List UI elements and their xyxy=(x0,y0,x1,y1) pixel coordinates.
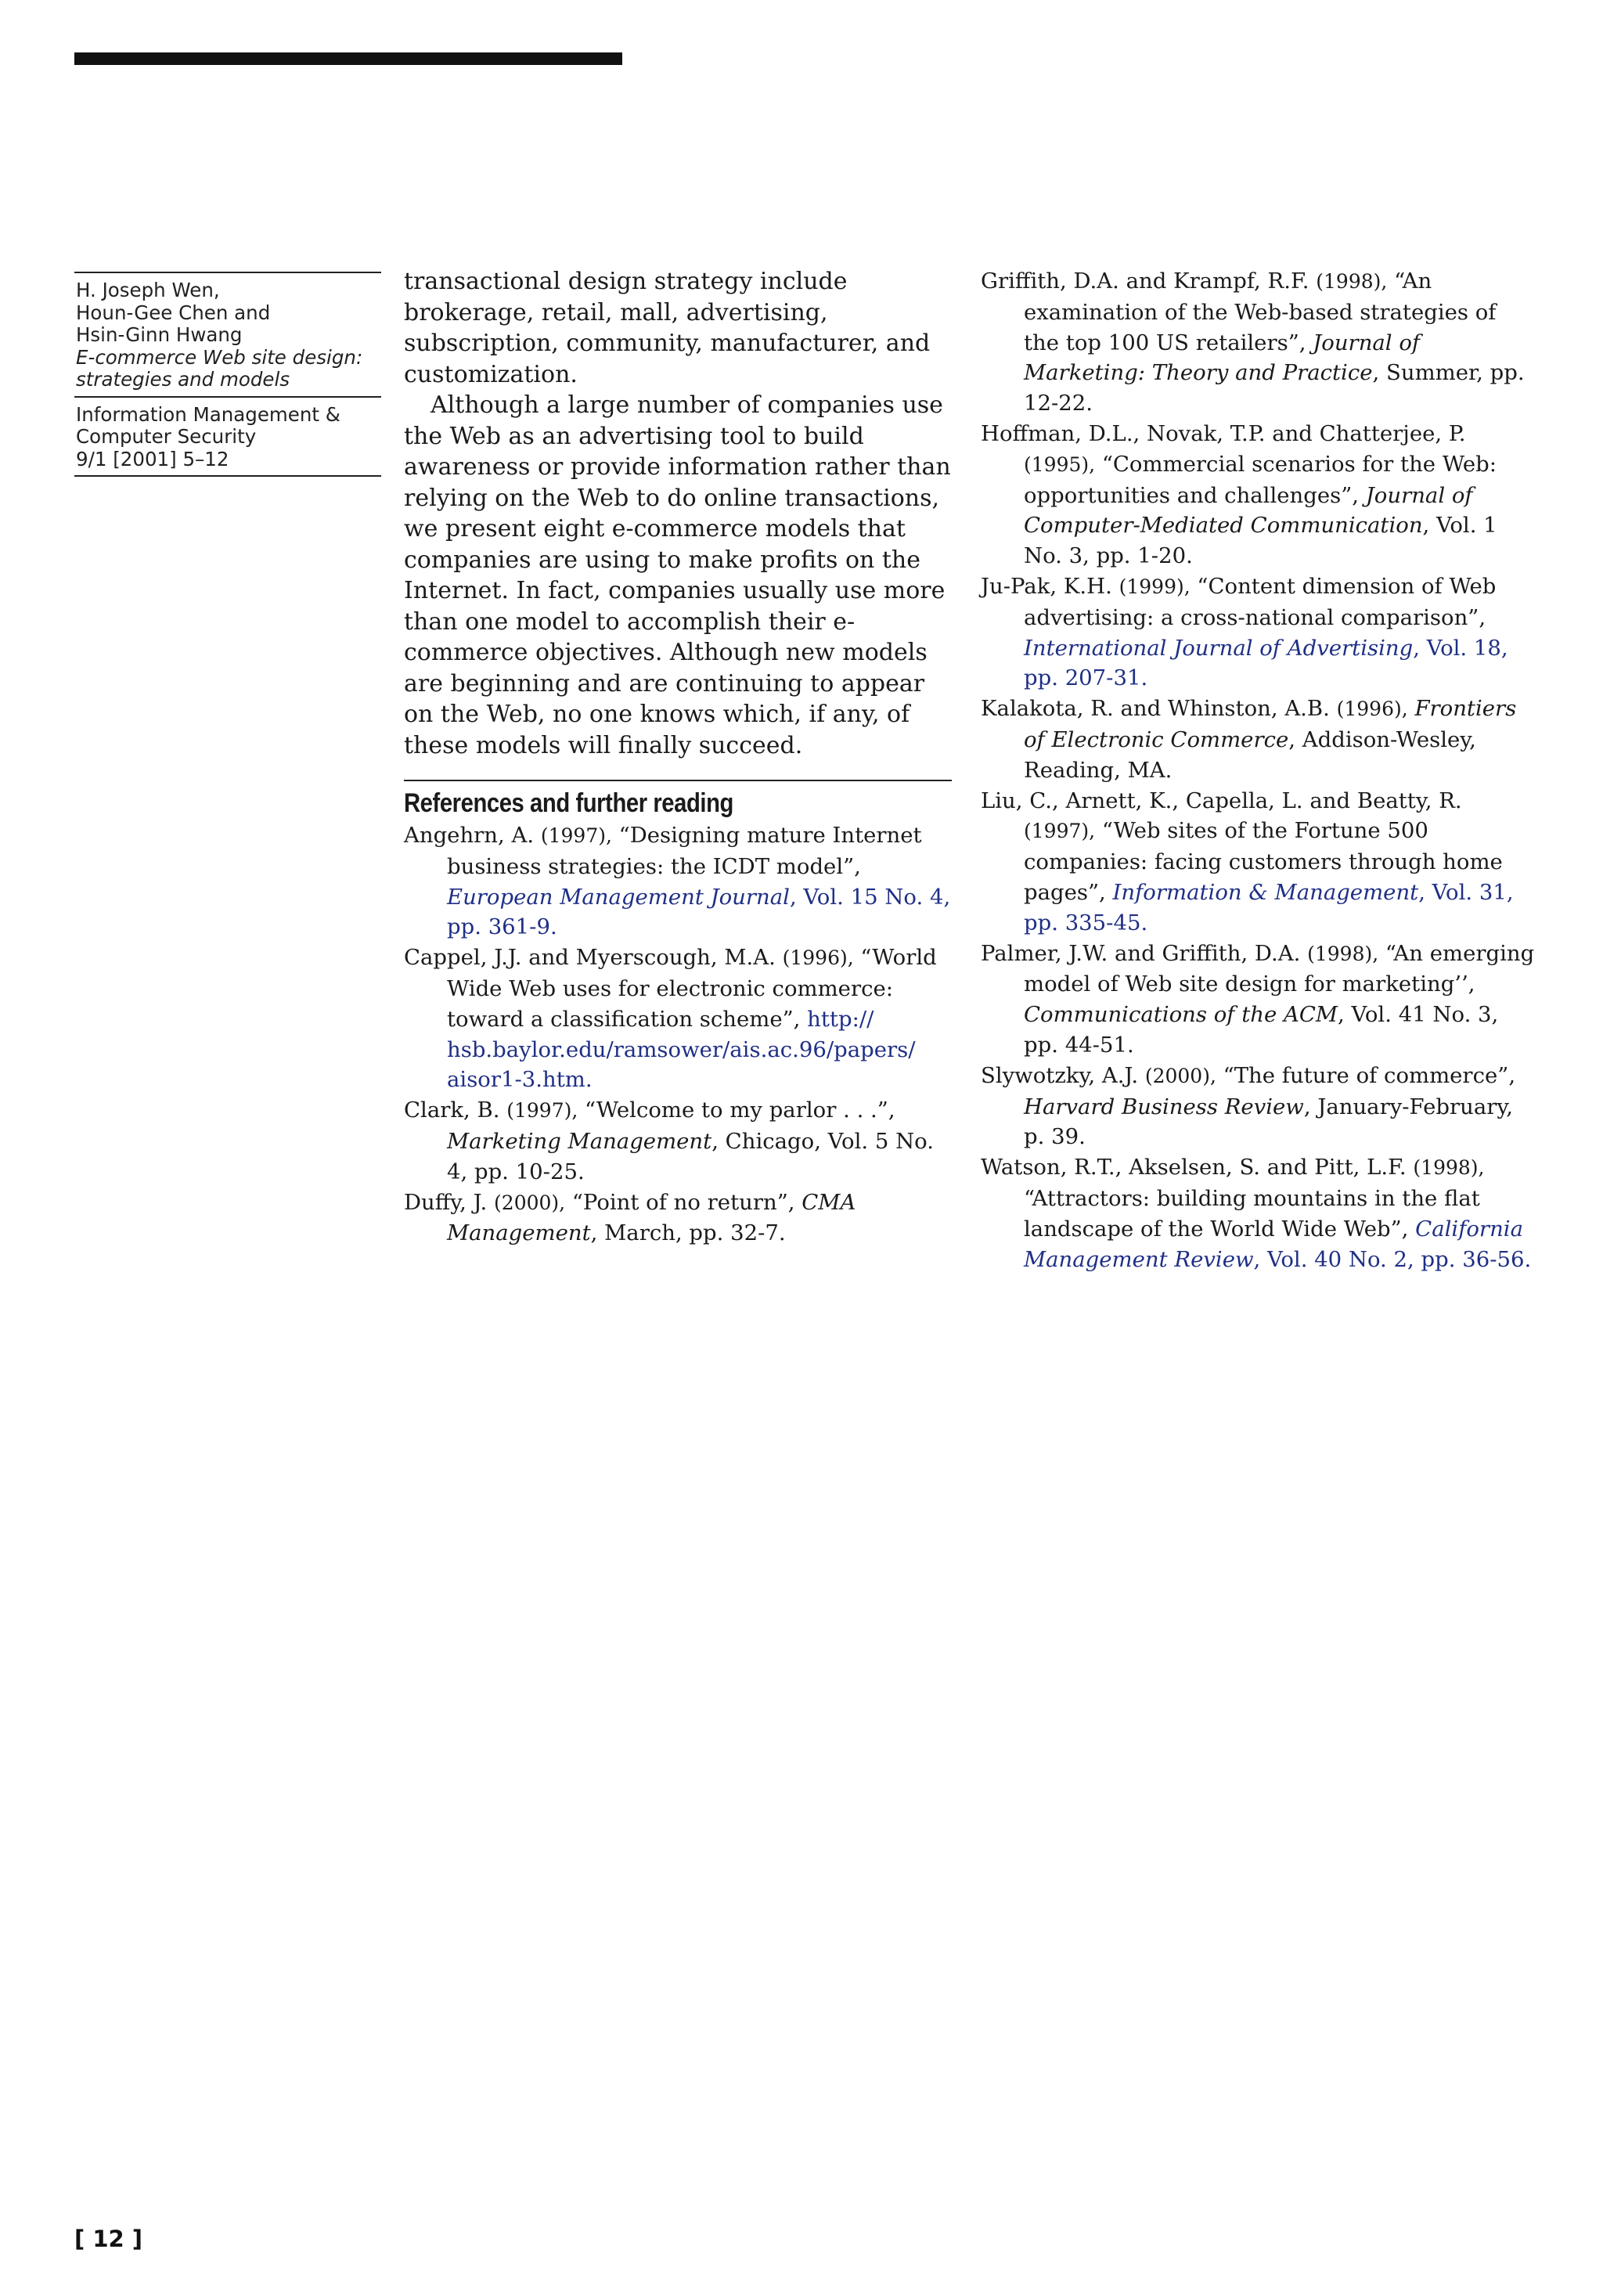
reference-entry xyxy=(404,820,952,943)
reference-year: (1996), xyxy=(782,946,854,970)
journal-block xyxy=(74,398,381,476)
reference-author: Liu, C., Arnett, K., Capella, L. and Beatty, R. xyxy=(981,788,1462,813)
reference-source: International Journal of Advertising xyxy=(1024,635,1414,661)
article-title-line: E-commerce Web site design: xyxy=(76,345,363,369)
reference-year: (1998), xyxy=(1413,1156,1485,1180)
reference-entry xyxy=(981,571,1538,694)
header-rule xyxy=(74,52,622,65)
reference-source: Harvard Business Review xyxy=(1024,1094,1304,1119)
reference-title: “Web sites of the Fortune 500 companies: facing customers through home pages”, xyxy=(1024,818,1503,905)
references-section xyxy=(404,780,952,1249)
reference-author: Cappel, J.J. and Myerscough, M.A. xyxy=(404,945,783,971)
reference-author: Watson, R.T., Akselsen, S. and Pitt, L.F. xyxy=(981,1155,1414,1180)
reference-link[interactable]: , Vol. 40 No. 2, pp. 36-56. xyxy=(1253,1246,1532,1272)
reference-source: Frontiers of Electronic Commerce xyxy=(1024,696,1517,752)
reference-author: Clark, B. xyxy=(404,1098,507,1123)
article-title-line: strategies and models xyxy=(76,368,290,391)
reference-title: “Commercial scenarios for the Web: opportunities and challenges”, xyxy=(1024,451,1497,508)
reference-entry xyxy=(981,694,1538,785)
author-line: Houn-Gee Chen and xyxy=(76,301,271,324)
reference-link[interactable]: , Vol. 18, pp. 207-31. xyxy=(1024,635,1508,691)
reference-year: (1997), xyxy=(506,1099,578,1123)
reference-author: Angehrn, A. xyxy=(404,823,541,848)
reference-source: Journal of Computer-Mediated Communication xyxy=(1024,482,1473,539)
reference-link[interactable]: http:// hsb.baylor.edu/ramsower/ais.ac.96/papers/ aisor1-3.htm. xyxy=(447,1006,916,1093)
reference-title: “World Wide Web uses for electronic commerce: toward a classification scheme”, xyxy=(447,945,937,1032)
reference-source: Communications of the ACM xyxy=(1024,1002,1338,1028)
reference-year: (2000), xyxy=(1144,1064,1216,1087)
reference-details: , Addison-Wesley, Reading, MA. xyxy=(1024,726,1476,783)
reference-details: , Summer, pp. 12-22. xyxy=(1024,360,1525,416)
reference-source: Information & Management xyxy=(1112,879,1419,905)
reference-year: (2000), xyxy=(494,1191,566,1214)
reference-year: (1996), xyxy=(1336,697,1408,721)
reference-title: “The future of commerce”, xyxy=(1216,1062,1516,1088)
references-heading: References and further reading xyxy=(404,788,733,818)
reference-entry xyxy=(981,939,1538,1061)
reference-year: (1997), xyxy=(540,824,612,847)
journal-line: Information Management & xyxy=(76,402,340,426)
reference-link[interactable]: , Vol. 15 No. 4, pp. 361-9. xyxy=(447,884,951,940)
reference-details: , Vol. 1 No. 3, pp. 1-20. xyxy=(1024,513,1497,569)
reference-year: (1998), xyxy=(1307,942,1379,965)
reference-entry xyxy=(981,1152,1538,1274)
reference-list xyxy=(404,820,952,1249)
body-paragraph: Although a large number of companies use the Web as an advertising tool to build awareness or provide information rather than relying on the Web to do online transactions, we present eight e-commerce models that companies are using to make profits on the Internet. In fact, companies usually use more than one model to accomplish their e-commerce objectives. Although new models are beginning and are continuing to appear on the Web, no one knows which, if any, of these models will finally succeed. xyxy=(404,391,951,759)
reference-source: Marketing Management xyxy=(447,1128,712,1154)
reference-entry xyxy=(981,1061,1538,1152)
body-paragraph: transactional design strategy include brokerage, retail, mall, advertising, subscription, community, manufacturer, and customization. xyxy=(404,268,931,388)
journal-line: 9/1 [2001] 5–12 xyxy=(76,447,229,470)
reference-entry xyxy=(404,1188,952,1249)
reference-author: Palmer, J.W. and Griffith, D.A. xyxy=(981,940,1308,966)
author-line: Hsin-Ginn Hwang xyxy=(76,323,243,346)
reference-details: , March, pp. 32-7. xyxy=(590,1220,786,1246)
reference-author: Griffith, D.A. and Krampf, R.F. xyxy=(981,269,1317,294)
reference-source: Journal of Marketing: Theory and Practice xyxy=(1024,330,1421,386)
authors-block xyxy=(74,273,381,396)
reference-entry xyxy=(981,419,1538,571)
reference-source: California Management Review xyxy=(1024,1216,1523,1272)
reference-details: , January-February, p. 39. xyxy=(1024,1094,1514,1150)
reference-entry xyxy=(981,786,1538,939)
reference-link[interactable]: , Vol. 31, pp. 335-45. xyxy=(1024,879,1514,935)
reference-title: “Welcome to my parlor . . .”, xyxy=(578,1098,895,1123)
reference-details: , Vol. 41 No. 3, pp. 44-51. xyxy=(1024,1002,1499,1058)
author-line: H. Joseph Wen, xyxy=(76,279,220,301)
reference-author: Kalakota, R. and Whinston, A.B. xyxy=(981,696,1337,722)
reference-author: Duffy, J. xyxy=(404,1189,495,1215)
reference-source: European Management Journal xyxy=(447,884,790,910)
reference-year: (1999), xyxy=(1118,575,1191,598)
running-head xyxy=(74,272,381,477)
body-column xyxy=(404,266,952,1249)
page-number: [ 12 ] xyxy=(74,2226,143,2252)
reference-title: “Designing mature Internet business strategies: the ICDT model”, xyxy=(447,823,922,879)
reference-title: “Point of no return”, xyxy=(565,1189,802,1215)
reference-entry xyxy=(404,943,952,1095)
reference-title: “Content dimension of Web advertising: a cross-national comparison”, xyxy=(1024,573,1497,630)
reference-year: (1997), xyxy=(1024,820,1096,843)
reference-year: (1995), xyxy=(1024,452,1096,476)
reference-entry xyxy=(981,266,1538,419)
reference-author: Slywotzky, A.J. xyxy=(981,1062,1145,1088)
reference-title: “Attractors: building mountains in the flat landscape of the World Wide Web”, xyxy=(1024,1185,1480,1242)
reference-title: “An examination of the Web-based strategies of the top 100 US retailers”, xyxy=(1024,269,1497,355)
reference-title: “An emerging model of Web site design for marketing’’, xyxy=(1024,940,1535,997)
reference-author: Hoffman, D.L., Novak, T.P. and Chatterjee, P. xyxy=(981,420,1466,446)
reference-entry xyxy=(404,1095,952,1187)
reference-source: CMA Management xyxy=(447,1189,856,1246)
reference-list-continued xyxy=(981,266,1538,1274)
reference-details: , Chicago, Vol. 5 No. 4, pp. 10-25. xyxy=(447,1128,934,1184)
journal-line: Computer Security xyxy=(76,425,257,448)
reference-year: (1998), xyxy=(1316,270,1388,293)
reference-author: Ju-Pak, K.H. xyxy=(981,573,1119,599)
